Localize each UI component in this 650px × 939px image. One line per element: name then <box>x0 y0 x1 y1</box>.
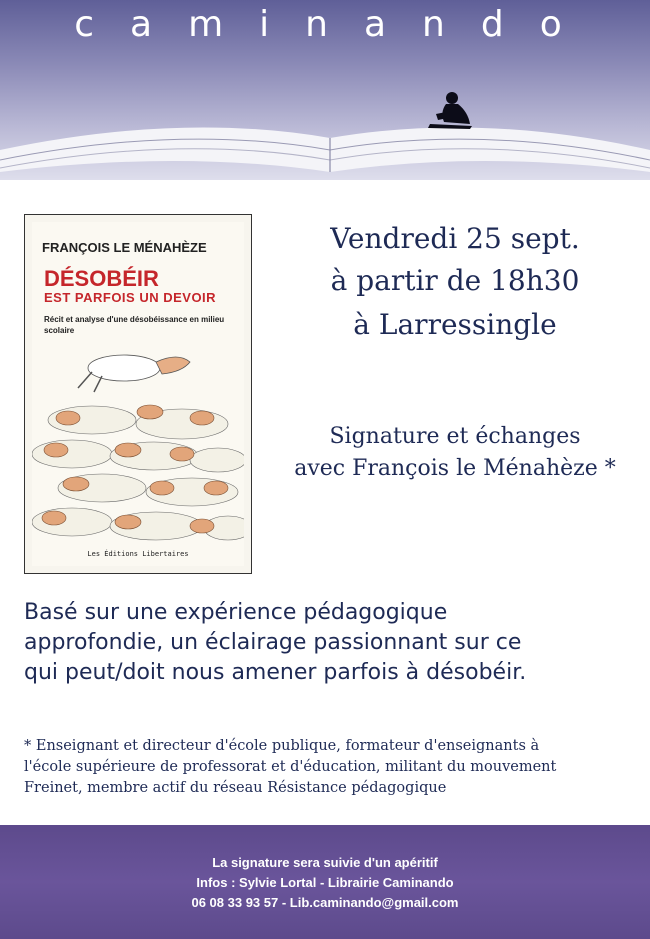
note-line-2: l'école supérieure de professorat et d'éducation, militant du mouvement <box>24 759 557 775</box>
event-place: à Larressingle <box>353 308 557 341</box>
footer-contact: Infos : Sylvie Lortal - Librairie Caminando <box>196 875 454 890</box>
footer-phone-email: 06 08 33 93 57 - Lib.caminando@gmail.com <box>191 895 459 910</box>
book-cover <box>24 214 252 574</box>
note-line-1: * Enseignant et directeur d'école publique, formateur d'enseignants à <box>24 738 540 754</box>
header-banner <box>0 0 650 180</box>
note-line-3: Freinet, membre actif du réseau Résistance pédagogique <box>24 780 447 796</box>
cover-title: DÉSOBÉIR <box>44 266 159 291</box>
cover-publisher: Les Éditions Libertaires <box>87 550 189 558</box>
event-date: Vendredi 25 sept. <box>330 222 580 255</box>
brand-logo-text: caminando <box>74 4 598 45</box>
event-time: à partir de 18h30 <box>330 264 580 297</box>
signature-line-1: Signature et échanges <box>329 424 581 449</box>
pitch-line-3: qui peut/doit nous amener parfois à désobéir. <box>24 660 527 685</box>
pitch-line-1: Basé sur une expérience pédagogique <box>24 600 448 625</box>
book-pitch <box>24 598 634 688</box>
sheep-illustration-icon <box>32 342 244 554</box>
signature-line-2: avec François le Ménahèze * <box>294 456 616 481</box>
pitch-line-2: approfondie, un éclairage passionnant sur ce <box>24 630 522 655</box>
cover-author: FRANÇOIS LE MÉNAHÈZE <box>42 240 207 255</box>
footer-banner <box>0 825 650 939</box>
cover-subtitle: Récit et analyse d'une désobéissance en milieu scolaire <box>44 315 225 335</box>
footer-aperitif: La signature sera suivie d'un apéritif <box>212 855 438 870</box>
book-cover-inner <box>32 222 244 566</box>
cover-title-line2: EST PARFOIS UN DEVOIR <box>44 290 217 305</box>
author-note <box>24 736 624 799</box>
